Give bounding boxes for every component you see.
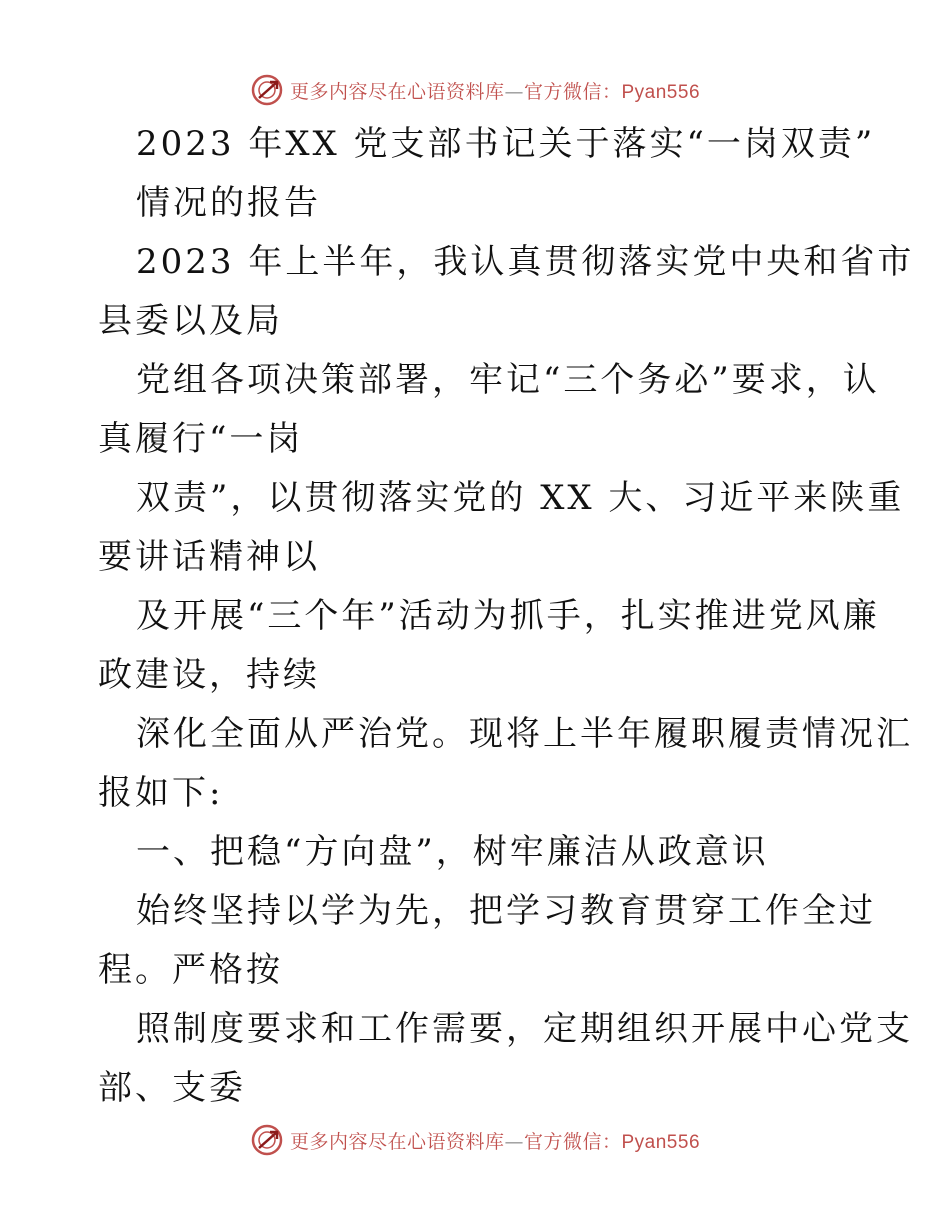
paragraph-line: 要讲话精神以 bbox=[98, 537, 320, 577]
logo-seal-icon bbox=[250, 73, 284, 107]
section-heading: 一、把稳“方向盘”，树牢廉洁从政意识 bbox=[136, 832, 769, 872]
footer-watermark bbox=[0, 1120, 950, 1160]
header-watermark bbox=[0, 70, 950, 110]
paragraph-line: 报如下: bbox=[98, 773, 224, 813]
paragraph-line: 部、支委 bbox=[98, 1068, 246, 1108]
paragraph-line: 党组各项决策部署，牢记“三个务必”要求，认 bbox=[136, 360, 880, 400]
paragraph-line: 始终坚持以学为先，把学习教育贯穿工作全过 bbox=[136, 891, 876, 931]
paragraph-line: 照制度要求和工作需要，定期组织开展中心党支 bbox=[136, 1009, 913, 1049]
watermark-text: 更多内容尽在心语资料库—官方微信：Pyan556 bbox=[289, 1130, 701, 1153]
watermark-text: 更多内容尽在心语资料库—官方微信：Pyan556 bbox=[289, 80, 701, 103]
title-line: 情况的报告 bbox=[136, 183, 321, 223]
paragraph-line: 及开展“三个年”活动为抓手，扎实推进党风廉 bbox=[136, 596, 880, 636]
document-body bbox=[98, 115, 915, 1118]
title-line: 2023 年XX 党支部书记关于落实“一岗双责” bbox=[136, 124, 876, 164]
paragraph-line: 双责”，以贯彻落实党的 XX 大、习近平来陕重 bbox=[136, 478, 905, 518]
logo-seal-icon bbox=[250, 1123, 284, 1157]
paragraph-line: 深化全面从严治党。现将上半年履职履责情况汇 bbox=[136, 714, 913, 754]
paragraph-line: 县委以及局 bbox=[98, 301, 283, 341]
paragraph-line: 程。严格按 bbox=[98, 950, 283, 990]
paragraph-line: 2023 年上半年，我认真贯彻落实党中央和省市 bbox=[136, 242, 915, 282]
paragraph-line: 真履行“一岗 bbox=[98, 419, 304, 459]
paragraph-line: 政建设，持续 bbox=[98, 655, 320, 695]
